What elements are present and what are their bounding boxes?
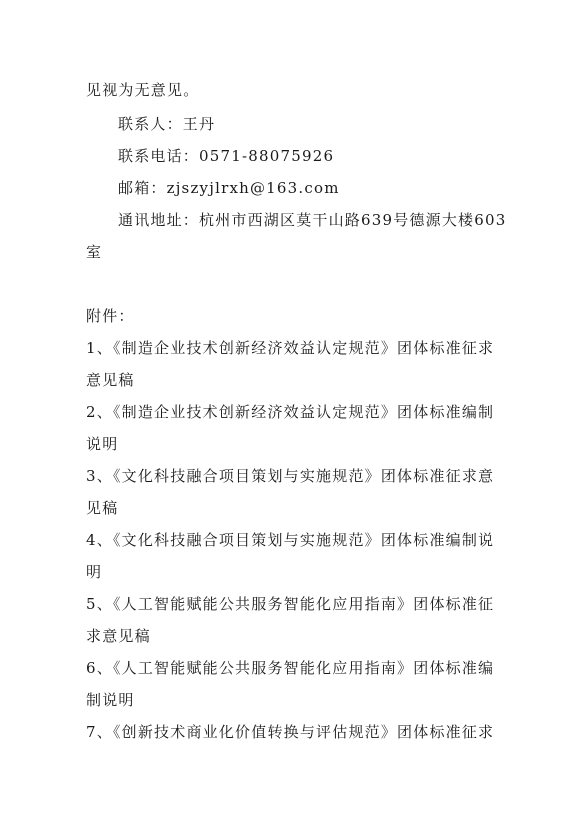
contact-address-continued: 室 xyxy=(86,243,103,261)
attachment-item-2: 2、《制造企业技术创新经济效益认定规范》团体标准编制 xyxy=(86,403,495,421)
attachment-item-3-continued: 见稿 xyxy=(86,499,119,517)
attachment-item-5: 5、《人工智能赋能公共服务智能化应用指南》团体标准征 xyxy=(86,595,495,613)
attachment-item-6-continued: 制说明 xyxy=(86,691,135,709)
attachment-item-7: 7、《创新技术商业化价值转换与评估规范》团体标准征求 xyxy=(86,723,495,741)
attachment-item-5-continued: 求意见稿 xyxy=(86,627,151,645)
attachments-heading: 附件： xyxy=(86,307,135,325)
attachment-item-6: 6、《人工智能赋能公共服务智能化应用指南》团体标准编 xyxy=(86,659,495,677)
contact-phone: 联系电话：0571-88075926 xyxy=(118,147,335,165)
contact-email: 邮箱：zjszyjlrxh@163.com xyxy=(118,179,340,197)
contact-address: 通讯地址：杭州市西湖区莫干山路639号德源大楼603 xyxy=(118,211,507,229)
opinion-note: 见视为无意见。 xyxy=(86,81,200,99)
attachment-item-3: 3、《文化科技融合项目策划与实施规范》团体标准征求意 xyxy=(86,467,495,485)
contact-person: 联系人：王丹 xyxy=(118,115,216,133)
attachment-item-4: 4、《文化科技融合项目策划与实施规范》团体标准编制说 xyxy=(86,531,495,549)
attachment-item-1-continued: 意见稿 xyxy=(86,371,135,389)
attachment-item-4-continued: 明 xyxy=(86,563,103,581)
attachment-item-2-continued: 说明 xyxy=(86,435,119,453)
attachment-item-1: 1、《制造企业技术创新经济效益认定规范》团体标准征求 xyxy=(86,339,495,357)
